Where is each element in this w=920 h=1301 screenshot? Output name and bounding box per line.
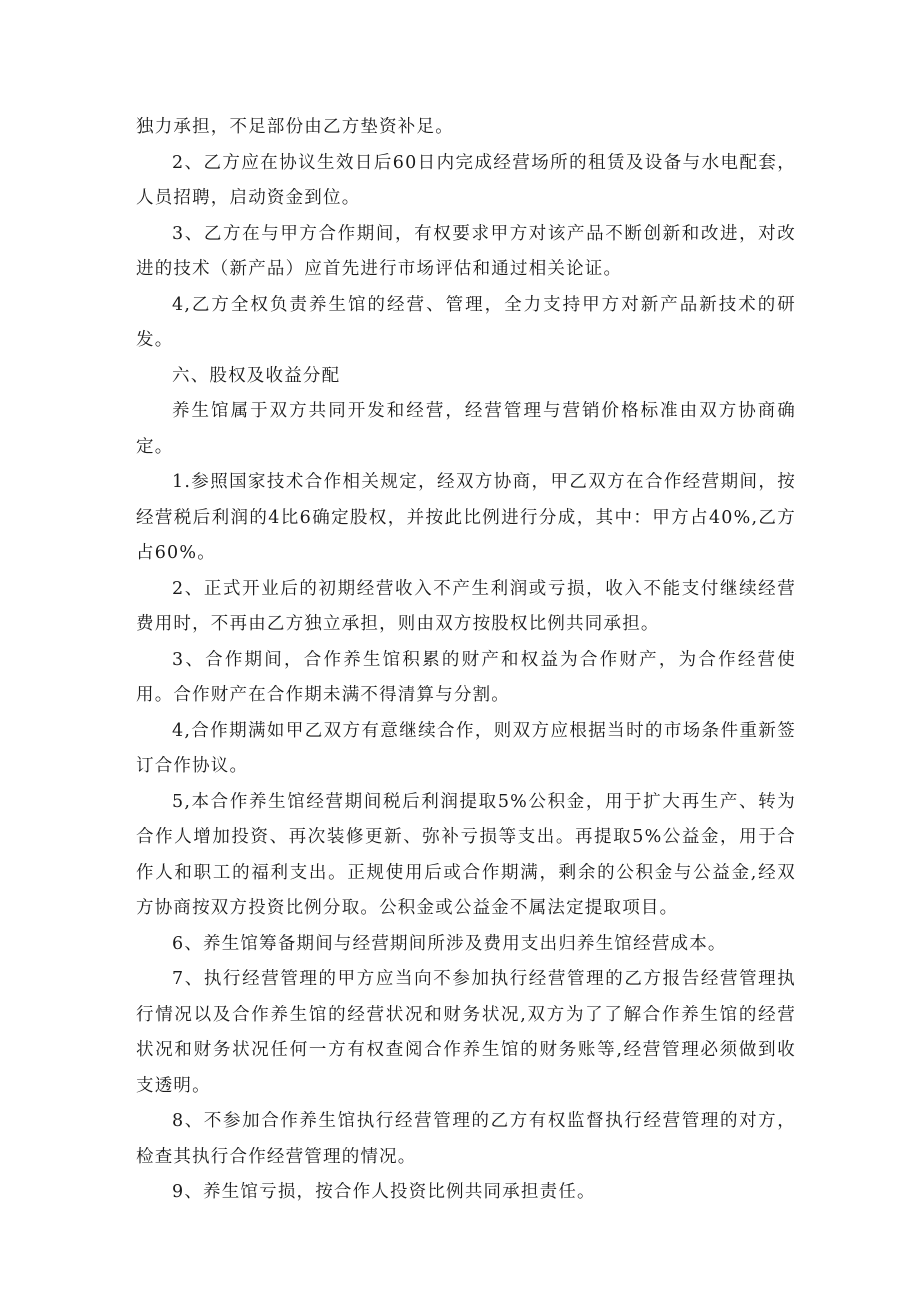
paragraph: 2、正式开业后的初期经营收入不产生利润或亏损，收入不能支付继续经营费用时，不再由乙方独立承担，则由双方按股权比例共同承担。 (136, 578, 796, 634)
paragraph: 4,乙方全权负责养生馆的经营、管理，全力支持甲方对新产品新技术的研发。 (136, 294, 796, 350)
paragraph: 1.参照国家技术合作相关规定，经双方协商，甲乙双方在合作经营期间，按经营税后利润的4比6确定股权，并按此比例进行分成，其中：甲方占40%,乙方占60%。 (136, 472, 796, 563)
section-heading: 六、股权及收益分配 (172, 365, 341, 386)
paragraph: 4,合作期满如甲乙双方有意继续合作，则双方应根据当时的市场条件重新签订合作协议。 (136, 720, 796, 776)
paragraph: 养生馆属于双方共同开发和经营，经营管理与营销价格标准由双方协商确定。 (136, 401, 796, 457)
paragraph: 独力承担，不足部份由乙方垫资补足。 (136, 117, 454, 137)
paragraph: 8、不参加合作养生馆执行经营管理的乙方有权监督执行经营管理的对方，检查其执行合作经营管理的情况。 (136, 1111, 796, 1167)
paragraph: 6、养生馆筹备期间与经营期间所涉及费用支出归养生馆经营成本。 (172, 933, 727, 954)
paragraph: 7、执行经营管理的甲方应当向不参加执行经营管理的乙方报告经营管理执行情况以及合作养生馆的经营状况和财务状况,双方为了了解合作养生馆的经营状况和财务状况任何一方有权查阅合作养生馆的财务账等,经营管理必须做到收支透明。 (136, 969, 796, 1096)
document-body (136, 110, 796, 1211)
paragraph: 3、合作期间，合作养生馆积累的财产和权益为合作财产，为合作经营使用。合作财产在合作期未满不得清算与分割。 (136, 649, 796, 705)
paragraph: 5,本合作养生馆经营期间税后利润提取5%公积金，用于扩大再生产、转为合作人增加投资、再次装修更新、弥补亏损等支出。再提取5%公益金，用于合作人和职工的福利支出。正规使用后或合作期满，剩余的公积金与公益金,经双方协商按双方投资比例分取。公积金或公益金不属法定提取项目。 (136, 791, 796, 918)
paragraph: 3、乙方在与甲方合作期间，有权要求甲方对该产品不断创新和改进，对改进的技术（新产品）应首先进行市场评估和通过相关论证。 (136, 223, 796, 279)
paragraph: 2、乙方应在协议生效日后60日内完成经营场所的租赁及设备与水电配套，人员招聘，启动资金到位。 (136, 152, 796, 208)
paragraph: 9、养生馆亏损，按合作人投资比例共同承担责任。 (172, 1182, 596, 1202)
